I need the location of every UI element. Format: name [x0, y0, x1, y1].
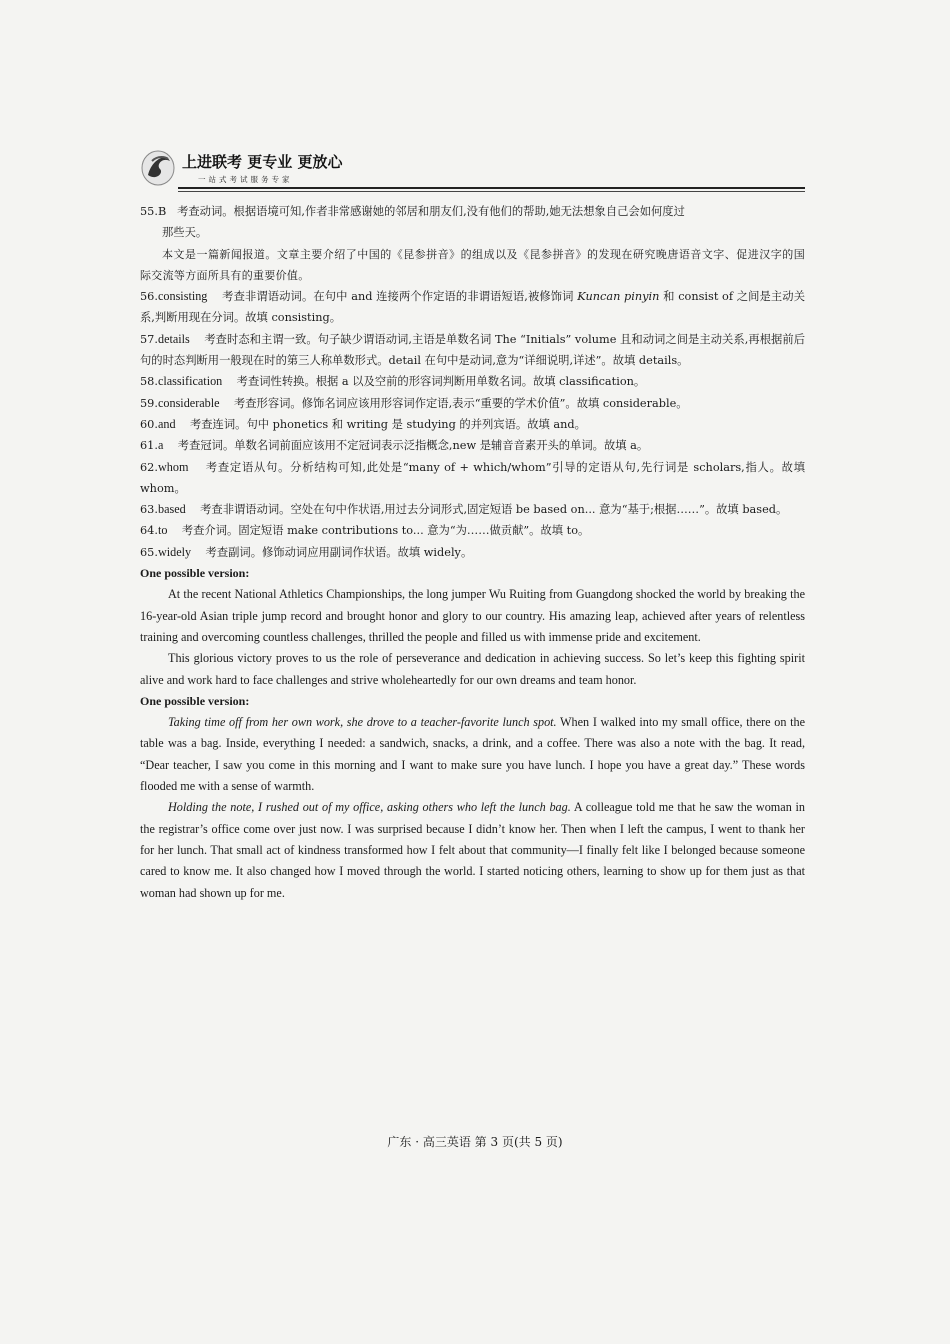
answer-item: 59.considerable 考查形容词。修饰名词应该用形容词作定语,表示“重要的学术价值”。故填 considerable。	[140, 395, 688, 410]
answer-item: 57.details 考查时态和主谓一致。句子缺少谓语动词,主语是单数名词 The “Initials” volume 且和动词之间是主动关系,再根据前后句的时态判断用一般现在时的第三人称单数形式。detail 在句中是动词,意为“详细说明,详述”。故填 details。	[140, 331, 805, 368]
version-label: One possible version:	[140, 566, 250, 581]
answer-item: 64.to 考查介词。固定短语 make contributions to... 意为“为……做贡献”。故填 to。	[140, 523, 590, 538]
answer-item: 62.whom 考查定语从句。分析结构可知,此处是“many of + which/whom”引导的定语从句,先行词是 scholars,指人。故填 whom。	[140, 459, 805, 495]
story-paragraph: Holding the note, I rushed out of my office, asking others who left the lunch bag. A colleague told me that he saw the woman in the registrar’s office come over just now. I was surprised because I didn’t know her. Then when I left the campus, I went to thank her for her lunch. That small act of kindness transformed how I felt about that community—I finally felt like I belonged because someone cared to know me. It also changed how I moved through the world. I started noticing others, learning to show up for them just as that woman had shown up for me.	[140, 800, 805, 900]
answer-item: 63.based 考查非谓语动词。空处在句中作状语,用过去分词形式,固定短语 be based on... 意为“基于;根据……”。故填 based。	[140, 502, 788, 517]
brand-slogan: 上进联考 更专业 更放心	[182, 153, 343, 171]
answer-item: 58.classification 考查词性转换。根据 a 以及空前的形容词判断用单数名词。故填 classification。	[140, 374, 646, 389]
answer-item: 61.a 考查冠词。单数名词前面应该用不定冠词表示泛指概念,new 是辅音音素开头的单词。故填 a。	[140, 438, 649, 453]
answer-item: 55.B 考查动词。根据语境可知,作者非常感谢她的邻居和朋友们,没有他们的帮助,她无法想象自己会如何度过 那些天。	[140, 205, 685, 240]
answer-content	[140, 201, 805, 904]
answer-item: 56.consisting 考查非谓语动词。在句中 and 连接两个作定语的非谓语短语,被修饰词 Kuncan pinyin 和 consist of 之间是主动关系,判断用现在分词。故填 consisting。	[140, 289, 806, 325]
page-header	[140, 143, 805, 193]
brand-logo-icon	[140, 147, 176, 187]
brand-tagline: 一站式考试服务专家	[198, 175, 293, 184]
essay-paragraph: This glorious victory proves to us the role of perseverance and dedication in achieving success. So let’s keep this fighting spirit alive and work hard to face challenges and strive wholeheartedly for our own dreams and team honor.	[140, 651, 805, 687]
story-paragraph: Taking time off from her own work, she drove to a teacher-favorite lunch spot. When I walked into my small office, there on the table was a bag. Inside, everything I needed: a sandwich, snacks, a drink, and a coffee. There was also a note with the bag. It read, “Dear teacher, I saw you come in this morning and I want to make sure you have lunch. I hope you have a great day.” These words flooded me with a sense of warmth.	[140, 715, 805, 794]
version-label: One possible version:	[140, 693, 250, 708]
header-rule	[178, 187, 805, 189]
essay-paragraph: At the recent National Athletics Championships, the long jumper Wu Ruiting from Guangdong shocked the world by breaking the 16-year-old Asian triple jump record and brought honor and glory to our country. His amazing leap, achieved after years of relentless training and overcoming countless challenges, thrilled the people and filled us with immense pride and excitement.	[140, 587, 805, 644]
answer-item: 65.widely 考查副词。修饰动词应用副词作状语。故填 widely。	[140, 544, 473, 559]
header-rule-thin	[178, 191, 805, 192]
passage-summary: 本文是一篇新闻报道。文章主要介绍了中国的《昆参拼音》的组成以及《昆参拼音》的发现在研究晚唐语音文字、促进汉字的国际交流等方面所具有的重要价值。	[140, 247, 805, 282]
page-footer: 广东 · 高三英语 第 3 页(共 5 页)	[387, 1135, 563, 1149]
answer-item: 60.and 考查连词。句中 phonetics 和 writing 是 studying 的并列宾语。故填 and。	[140, 416, 586, 431]
